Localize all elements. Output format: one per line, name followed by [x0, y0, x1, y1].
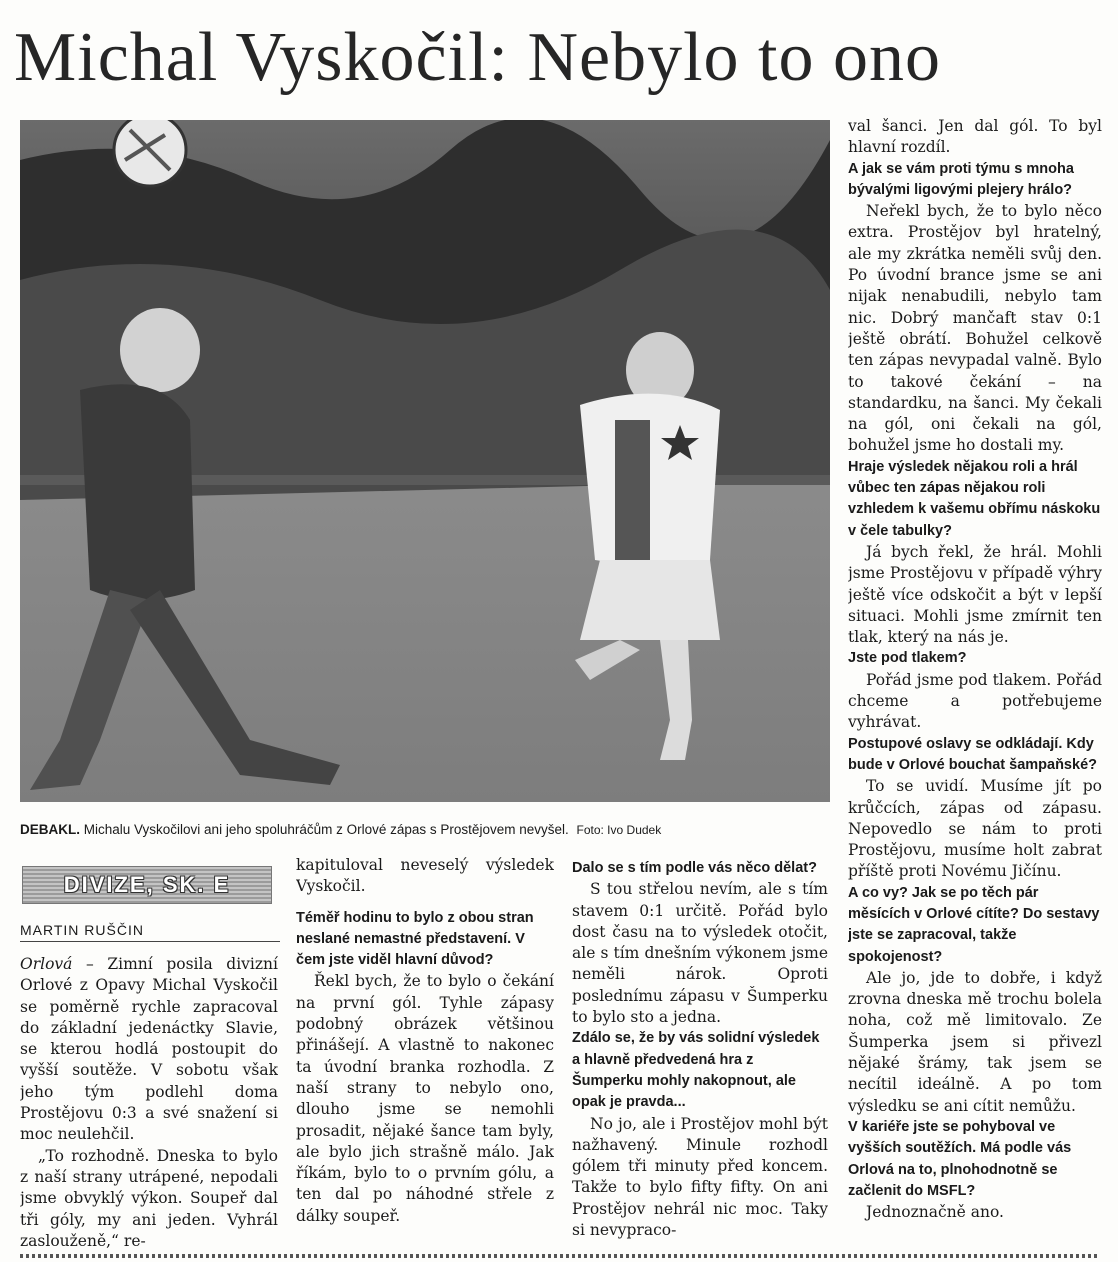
bottom-rule	[20, 1254, 1100, 1258]
quote-paragraph: „To rozhodně. Dneska to bylo z naší strany utrápené, nepodali jsme obvyklý výkon. Soupeř dal tři góly, my ani jeden. Vyhrál zaslouženě,“ re-	[20, 1146, 278, 1249]
interview-answer: Jednoznačně ano.	[866, 1203, 1004, 1222]
interview-question: Dalo se s tím podle vás něco dělat?	[572, 860, 817, 876]
interview-answer: No jo, ale i Prostějov mohl být nažhavený. Minule rozhodl gólem tři minuty před koncem. Takže to bylo fifty fifty. On ani Prostějov nehrál nic moc. Taky si nevypraco-	[572, 1114, 828, 1240]
interview-answer: Pořád jsme pod tlakem. Pořád chceme a potřebujeme vyhrávat.	[848, 670, 1102, 732]
article-column-4	[848, 116, 1102, 1248]
interview-question: V kariéře jste se pohyboval ve vyšších soutěžích. Má podle vás Orlová na to, plnohodnotně se začlenit do MSFL?	[848, 1118, 1072, 1199]
article-column-1	[20, 954, 278, 1249]
interview-question: Téměř hodinu to bylo z obou stran neslané nemastné představení. V čem jste viděl hlavní důvod?	[296, 909, 534, 969]
intro-paragraph	[20, 954, 278, 1146]
interview-question: Hraje výsledek nějakou roli a hrál vůbec ten zápas nějakou roli vzhledem k vašemu obřímu náskoku v čele tabulky?	[848, 458, 1101, 539]
section-badge: DIVIZE, SK. E	[22, 866, 272, 904]
dateline: Orlová	[20, 955, 73, 973]
interview-question: A jak se vám proti týmu s mnoha bývalými ligovými plejery hrálo?	[848, 160, 1074, 198]
interview-question: Zdálo se, že by vás solidní výsledek a hlavně předvedená hra z Šumperku mohly nakopnout, ale opak je pravda...	[572, 1030, 820, 1111]
article-column-3	[572, 858, 828, 1253]
photo-caption	[20, 818, 820, 842]
interview-answer: Já bych řekl, že hrál. Mohli jsme Prostějovu v případě výhry ještě více odskočit a být v lepší situaci. Mohli jsme zmírnit ten tlak, který na nás je.	[848, 542, 1102, 647]
interview-question: A co vy? Jak se po těch pár měsících v Orlové cítíte? Do sestavy jste se zapracoval, takže spokojenost?	[848, 884, 1100, 965]
intro-text: – Zimní posila divizní Orlové z Opavy Michal Vyskočil se poměrně rychle zapracoval do základní jedenáctky Slavie, se kterou hodlá postoupit do vyšší soutěže. V sobotu však jeho tým podlehl doma Prostějovu 0:3 a své snažení si moc neulehčil.	[20, 955, 278, 1144]
interview-answer: Neřekl bych, že to bylo něco extra. Prostějov byl hratelný, ale my zkrátka neměli svůj den. Po úvodní brance jsme se ani nijak nenabudili, nebylo tam nic. Dobrý mančaft stav 0:1 ještě obrátí. Bohužel celkově ten zápas nevypadal valně. Bylo to takové čekání – na standardku, na šanci. My čekali na gól, oni čekali na gól, bohužel jsme ho dostali my.	[848, 202, 1102, 455]
headline: Michal Vyskočil: Nebylo to ono	[14, 19, 941, 96]
interview-answer: Řekl bych, že to bylo o čekání na první gól. Tyhle zápasy podobný obrázek většinou přinášejí. A vlastně to nakonec ta úvodní branka rozhodla. Z naší strany to nebylo ono, dlouho jsme se nemohli prosadit, nějaké šance tam byly, ale bylo jich strašně málo. Jak říkám, bylo to o prvním gólu, a ten dal po náhodné střele z dálky soupeř.	[296, 972, 554, 1225]
article-photo	[20, 120, 830, 802]
photo-credit: Foto: Ivo Dudek	[576, 823, 662, 837]
interview-answer: S tou střelou nevím, ale s tím stavem 0:1 určitě. Pořád bylo dost času na to výsledek otočit, ale s tím dnešním výkonem jsme neměli nárok. Oproti poslednímu zápasu v Šumperku to bylo sto a jedna.	[572, 880, 828, 1027]
caption-lead: DEBAKL.	[20, 822, 80, 837]
continued-text: val šanci. Jen dal gól. To byl hlavní rozdíl.	[848, 117, 1102, 157]
interview-question: Jste pod tlakem?	[848, 650, 967, 667]
article-column-2	[296, 855, 554, 1250]
interview-question: Postupové oslavy se odkládají. Kdy bude v Orlové bouchat šampaňské?	[848, 735, 1097, 773]
caption-text: Michalu Vyskočilovi ani jeho spoluhráčům z Orlové zápas s Prostějovem nevyšel.	[83, 822, 569, 837]
interview-answer: To se uvidí. Musíme jít po krůčcích, zápas od zápasu. Nepovedlo se nám to proti Prostějovu, musíme holt zabrat příště proti Novému Jičínu.	[848, 777, 1102, 881]
continued-text: kapituloval neveselý výsledek Vyskočil.	[296, 856, 554, 896]
interview-answer: Ale jo, jde to dobře, i když zrovna dneska mě trochu bolela noha, což mě limitovalo. Ze Šumperka jsem si přivezl nějaké šrámy, tak jsem se necítil ideálně. A po tom výsledku se ani cítit nemůžu.	[848, 968, 1102, 1115]
author-byline: MARTIN RUŠČIN	[20, 920, 280, 942]
